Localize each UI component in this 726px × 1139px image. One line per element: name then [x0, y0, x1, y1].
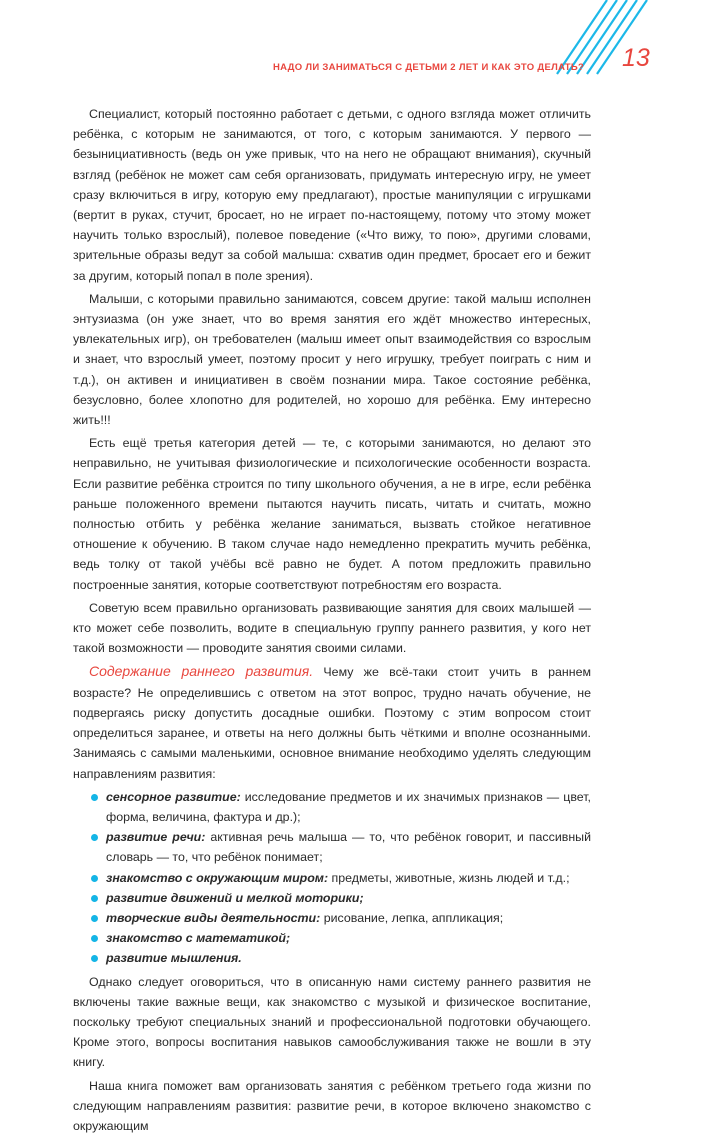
list-item	[91, 888, 591, 908]
list-desc: исследование предметов и их значимых признаков — цвет, форма, величина, фактура и др.);	[106, 789, 591, 824]
paragraph: Малыши, с которыми правильно занимаются, совсем другие: такой малыш исполнен энтузиазма (он уже знает, что во время занятия его ждёт множество интересных, увлекательных игр), он требователен (малыш имеет опыт взаимодействия со взрослым и знает, что взрослый умеет, поэтому просит у него игрушку, требует поиграть с ним и т.д.), он активен и инициативен в своём познании мира. Такое состояние ребёнка, безусловно, более хлопотно для родителей, но хорошо для ребёнка. Ему интересно жить!!!	[73, 291, 591, 428]
paragraph: Специалист, который постоянно работает с детьми, с одного взгляда может отличить ребёнка, с которым не занимаются, от того, с которым занимаются. У первого — безынициативность (ведь он уже привык, что на него не обращают внимания), скучный взгляд (ребёнок не может сам себя организовать, придумать интересную игру, не умеет сразу включиться в игру, которую ему предлагают), простые манипуляции с игрушками (вертит в руках, стучит, бросает, но не играет по-настоящему, потому что этому может научить только взрослый), полевое поведение («Что вижу, то пою», другими словами, зрительные образы ведут за собой малыша: схватив один предмет, бросает его и бежит за другим, который попал в поле зрения).	[73, 107, 591, 283]
bullet-icon	[91, 834, 98, 841]
list-item	[91, 948, 591, 968]
paragraph: Советую всем правильно организовать развивающие занятия для своих малышей — кто может себе позволить, водите в специальную группу раннего развития, у кого нет такой возможности — проводите занятия своими силами.	[73, 600, 591, 656]
paragraph: Наша книга поможет вам организовать занятия с ребёнком третьего года жизни по следующим направлениям развития: развитие речи, в которое включено знакомство с окружающим	[73, 1078, 591, 1133]
bullet-icon	[91, 794, 98, 801]
main-text	[73, 104, 591, 1139]
list-desc: активная речь малыша — то, что ребёнок говорит, и пассивный словарь — то, что ребёнок понимает;	[106, 830, 591, 865]
paragraph: Однако следует оговориться, что в описанную нами систему раннего развития не включены такие важные вещи, как знакомство с музыкой и физическое воспитание, поскольку требуют специальных знаний и профессиональной подготовки обучающего. Кроме этого, вопросы воспитания навыков самообслуживания также не вошли в эту книгу.	[73, 974, 591, 1070]
list-term: развитие речи:	[106, 830, 206, 845]
bullet-icon	[91, 955, 98, 962]
list-desc: предметы, животные, жизнь людей и т.д.;	[328, 870, 570, 885]
section-subheading: Содержание раннего развития.	[89, 663, 314, 680]
bullet-icon	[91, 915, 98, 922]
list-item	[91, 787, 591, 827]
paragraph-text: Чему же всё-таки стоит учить в раннем возрасте? Не определившись с ответом на этот вопрос, трудно начать обучение, не подвергаясь риску допустить досадные ошибки. Поэтому с этим вопросом стоит определиться заранее, и ответы на него должны быть чёткими и вполне осознанными. Занимаясь с самыми маленькими, основное внимание необходимо уделять следующим направлениям развития:	[73, 665, 591, 781]
list-term: сенсорное развитие:	[106, 789, 241, 804]
list-term: знакомство с окружающим миром:	[106, 870, 329, 885]
bullet-icon	[91, 935, 98, 942]
list-term: развитие мышления.	[106, 951, 242, 966]
list-item	[91, 827, 591, 867]
list-item	[91, 908, 591, 928]
list-desc: рисование, лепка, аппликация;	[320, 910, 504, 925]
page-number: 13	[622, 44, 650, 72]
list-term: творческие виды деятельности:	[106, 910, 321, 925]
bullet-icon	[91, 895, 98, 902]
bullet-icon	[91, 875, 98, 882]
paragraph: Есть ещё третья категория детей — те, с которыми занимаются, но делают это неправильно, не учитывая физиологические и психологические особенности возраста. Если развитие ребёнка строится по типу школьного обучения, а не в игре, если ребёнка раньше положенного времени пытаются научить писать, читать и считать, можно полностью отбить у ребёнка желание заниматься, вызвать стойкое негативное отношение к обучению. В таком случае надо немедленно прекратить мучить ребёнка, ведь толку от такой учёбы всё равно не будет. А потом предложить правильно построенные занятия, которые соответствуют потребностям его возраста.	[73, 436, 591, 592]
list-item	[91, 928, 591, 948]
list-term: развитие движений и мелкой моторики;	[106, 890, 364, 905]
list-term: знакомство с математикой;	[106, 931, 291, 946]
running-header: НАДО ЛИ ЗАНИМАТЬСЯ С ДЕТЬМИ 2 ЛЕТ И КАК ЭТО ДЕЛАТЬ?	[273, 62, 585, 73]
list-item	[91, 868, 591, 888]
paragraph	[73, 661, 591, 783]
development-directions-list	[73, 787, 591, 969]
